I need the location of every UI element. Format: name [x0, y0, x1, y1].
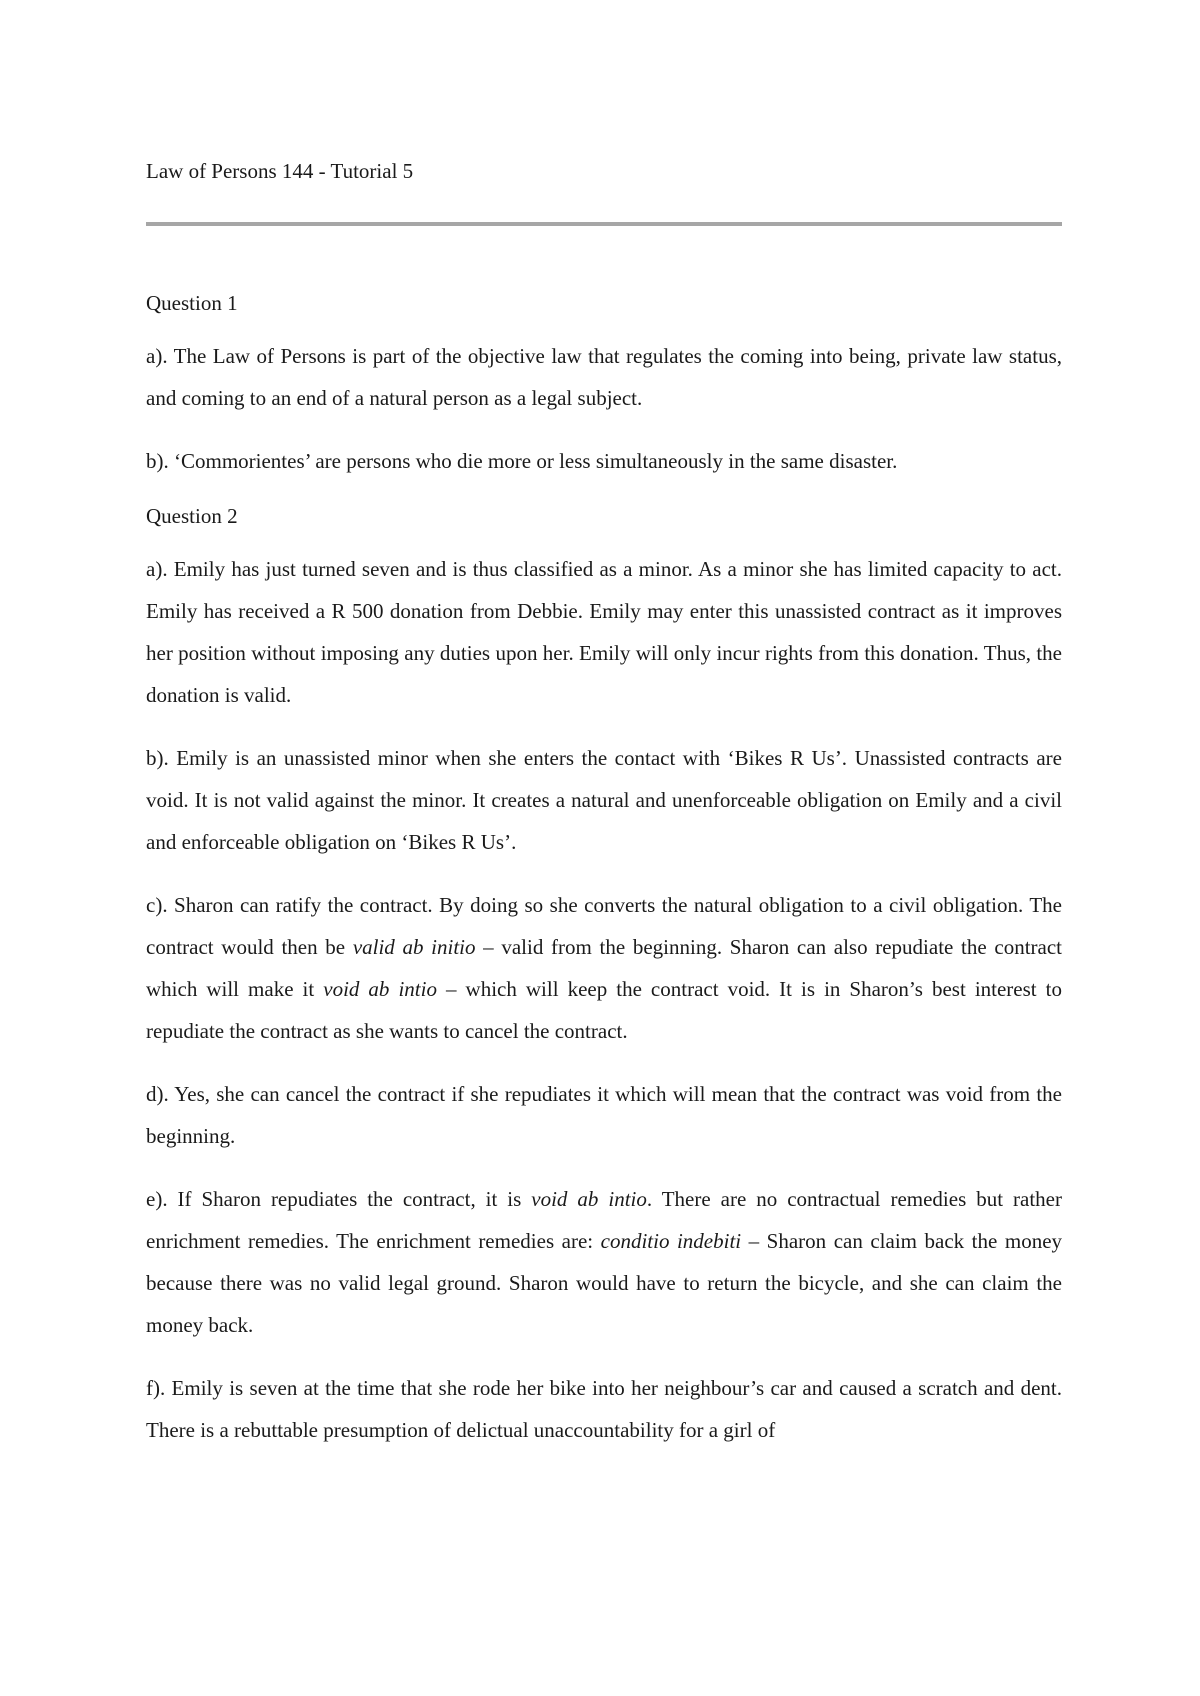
question-1-answer-a: a). The Law of Persons is part of the objective law that regulates the coming into being, private law status, and coming to an end of a natural person as a legal subject.	[146, 344, 1062, 410]
question-2-answer-a: a). Emily has just turned seven and is thus classified as a minor. As a minor she has limited capacity to act. Emily has received a R 500 donation from Debbie. Emily may enter this unassisted contract as it improves her position without imposing any duties upon her. Emily will only incur rights from this donation. Thus, the donation is valid.	[146, 557, 1062, 707]
answer-e-text-3: – Sharon can claim back the money because there was no valid legal ground. Sharon would have to return the bicycle, and she can claim the money back.	[146, 1229, 1063, 1337]
answer-c-term-void-ab-intio: void ab intio	[323, 977, 437, 1001]
question-2-answer-d: d). Yes, she can cancel the contract if she repudiates it which will mean that the contract was void from the beginning.	[146, 1082, 1062, 1148]
answer-c-text-1: c). Sharon can ratify the contract. By doing so she converts the natural obligation to a civil obligation. The contract would then be	[146, 893, 1062, 959]
question-1-heading: Question 1	[146, 291, 238, 315]
answer-e-term-void-ab-intio: void ab intio	[531, 1187, 647, 1211]
question-2-answer-e	[146, 1178, 1062, 1346]
question-2-answer-f: f). Emily is seven at the time that she rode her bike into her neighbour’s car and caused a scratch and dent. There is a rebuttable presumption of delictual unaccountability for a girl of	[146, 1376, 1062, 1442]
document-body	[146, 290, 1062, 1451]
title-divider	[146, 222, 1062, 226]
answer-c-term-valid-ab-initio: valid ab initio	[352, 935, 476, 959]
answer-e-text-2: . There are no contractual remedies but rather enrichment remedies. The enrichment remedies are:	[146, 1187, 1062, 1253]
question-2-answer-c	[146, 884, 1062, 1052]
question-2-answer-b: b). Emily is an unassisted minor when she enters the contact with ‘Bikes R Us’. Unassisted contracts are void. It is not valid against the minor. It creates a natural and unenforceable obligation on Emily and a civil and enforceable obligation on ‘Bikes R Us’.	[146, 746, 1062, 854]
document-title: Law of Persons 144 - Tutorial 5	[146, 159, 414, 183]
answer-e-term-conditio-indebiti: conditio indebiti	[600, 1229, 742, 1253]
answer-c-text-3: – which will keep the contract void. It is in Sharon’s best interest to repudiate the contract as she wants to cancel the contract.	[146, 977, 1062, 1043]
answer-c-text-2: – valid from the beginning. Sharon can also repudiate the contract which will make it	[146, 935, 1063, 1001]
question-2-heading: Question 2	[146, 504, 238, 528]
question-1-answer-b: b). ‘Commorientes’ are persons who die more or less simultaneously in the same disaster.	[146, 449, 898, 473]
answer-e-text-1: e). If Sharon repudiates the contract, it is	[146, 1187, 532, 1211]
